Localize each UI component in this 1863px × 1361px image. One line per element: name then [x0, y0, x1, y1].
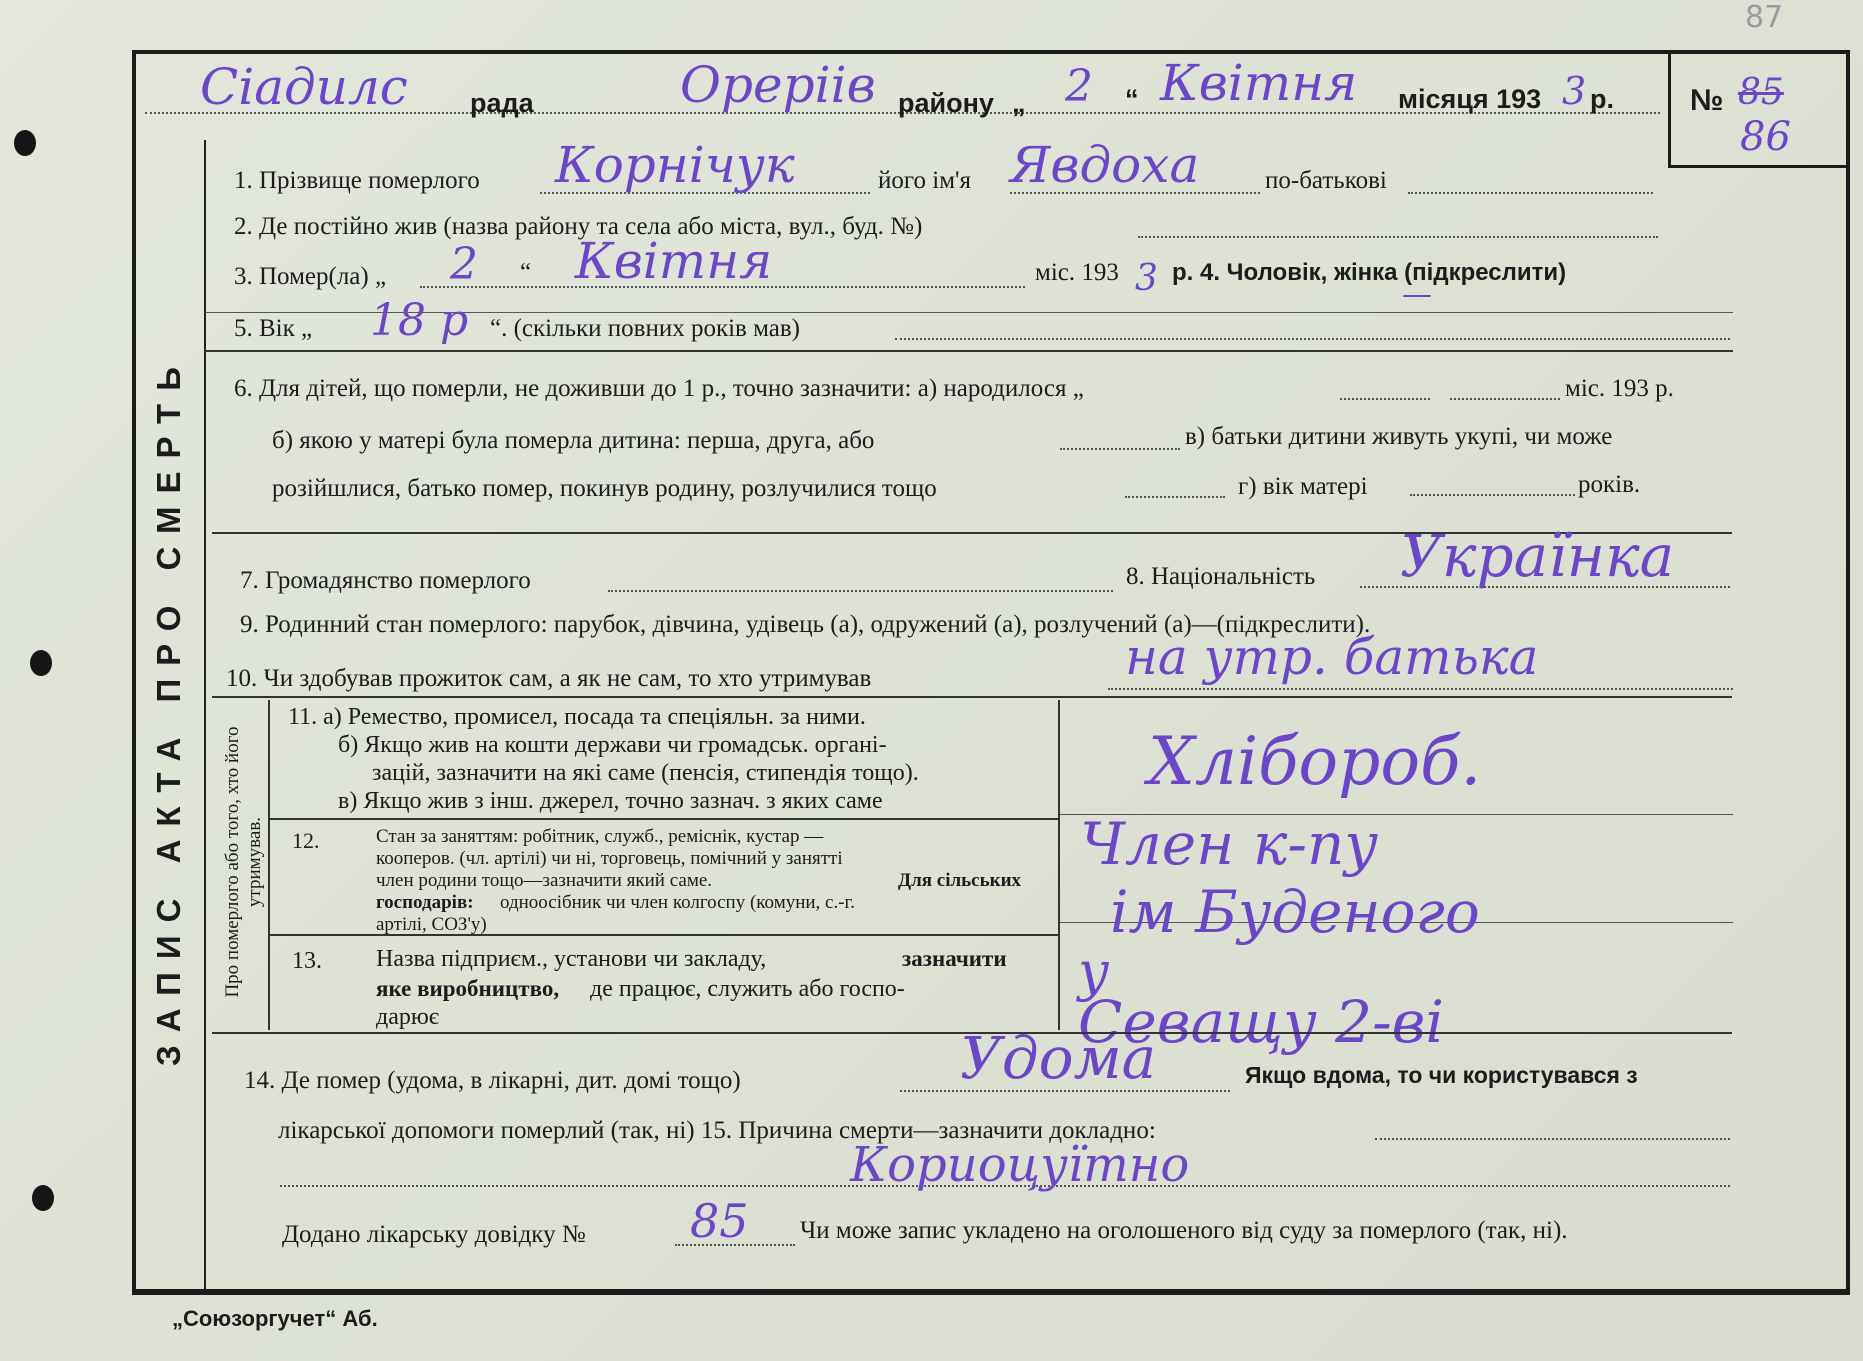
number-handwritten: 86	[1740, 114, 1791, 160]
children-line2a: б) якою у матері була померла дитина: перша, друга, або	[272, 427, 875, 454]
cause-handwritten: Кориоцуїтно	[850, 1137, 1190, 1193]
side-note: Про померлого або того, хто його утримував.	[222, 726, 265, 998]
f13-text2a: яке виробництво,	[376, 976, 560, 1001]
f12-text4a: господарів:	[376, 892, 474, 913]
f12-text1: Стан за заняттям: робітник, служб., реміснік, кустар —	[376, 826, 824, 847]
death-place-continued: Якщо вдома, то чи користувався з	[1245, 1062, 1638, 1088]
name-handwritten: Явдоха	[1010, 136, 1200, 194]
name-label: його ім'я	[878, 167, 972, 194]
death-day-handwritten: 2	[450, 239, 478, 290]
month-handwritten: Квітня	[1160, 54, 1358, 112]
printer-mark: „Союзоргучет“ Аб.	[172, 1306, 378, 1331]
children-line3c: років.	[1578, 471, 1641, 498]
certificate-number-handwritten: 85	[690, 1194, 749, 1248]
raion-label: району	[898, 88, 994, 118]
number-label: №	[1690, 84, 1724, 117]
f12-text2: кооперов. (чл. артілі) чи ні, торговець, помічний у занятті	[376, 848, 843, 869]
f13-text1a: Назва підприєм., установи чи закладу,	[376, 946, 767, 972]
f12-number: 12.	[292, 828, 320, 853]
f13-text2b: де працює, служить або госпо-	[590, 976, 905, 1002]
punch-hole	[14, 130, 36, 156]
year-handwritten: 3	[1562, 69, 1587, 113]
surname-handwritten: Корнічук	[555, 136, 795, 194]
occupation-11c: в) Якщо жив з інш. джерел, точно зазнач. з яких саме	[338, 788, 883, 814]
occupation-11a: 11. а) Ремество, промисел, посада та спеціяльн. за ними.	[288, 704, 866, 730]
rada-label: рада	[470, 88, 534, 118]
vertical-title: ЗАПИС АКТА ПРО СМЕРТЬ	[150, 354, 187, 1066]
age-handwritten: 18 р	[370, 295, 469, 346]
occupation-handwritten-2: Член к-пу	[1080, 810, 1378, 878]
children-line2b: в) батьки дитини живуть укупі, чи може	[1185, 423, 1613, 450]
death-month-handwritten: Квітня	[575, 232, 773, 290]
sex-label: р. 4. Чоловік, жінка (підкреслити)	[1172, 259, 1567, 286]
occupation-handwritten-4a: у	[1078, 940, 1110, 1003]
punch-hole	[32, 1185, 54, 1211]
children-line1-end: міс. 193 р.	[1565, 375, 1674, 402]
cause-label: лікарської допомоги померлий (так, ні) 15. Причина смерти—зазначити докладно:	[278, 1117, 1156, 1144]
support-label: 10. Чи здобував прожиток сам, а як не сам, то хто утримував	[226, 665, 872, 692]
court-label: Чи може запис укладено на оголошеного від суду за померлого (так, ні).	[800, 1217, 1568, 1244]
marital-status-label: 9. Родинний стан померлого: парубок, дівчина, удівець (а), одружений (а), розлучений (а)—(підкреслити).	[240, 611, 1371, 638]
occupation-11b1: б) Якщо жив на кошти держави чи громадськ. органі-	[338, 732, 887, 758]
residence-label: 2. Де постійно жив (назва району та села або міста, вул., буд. №)	[234, 213, 923, 240]
occupation-handwritten-1: Хлібороб.	[1148, 723, 1482, 800]
rada-handwritten: Сіадилс	[200, 58, 408, 116]
death-place-handwritten: Удома	[960, 1024, 1157, 1092]
f13-text1b: зазначити	[902, 946, 1007, 971]
f12-text4b: одноосібник чи член колгоспу (комуни, с.-г.	[500, 892, 855, 913]
patronymic-label: по-батькові	[1265, 167, 1387, 194]
month-label: місяця 193	[1398, 84, 1542, 114]
surname-label: 1. Прізвище померлого	[234, 167, 480, 194]
certificate-label: Додано лікарську довідку №	[282, 1221, 586, 1248]
died-label: 3. Помер(ла) „	[234, 263, 387, 290]
day-handwritten: 2	[1065, 61, 1093, 112]
punch-hole	[30, 650, 52, 676]
number-struck: 85	[1738, 72, 1784, 113]
death-year-handwritten: 3	[1135, 258, 1158, 299]
support-handwritten: на утр. батька	[1125, 628, 1539, 686]
raion-handwritten: Ореріів	[680, 56, 876, 114]
f12-text5: артілі, СОЗ'у)	[376, 914, 487, 935]
occupation-11b2: зацій, зазначити на які саме (пенсія, стипендія тощо).	[372, 760, 919, 786]
nationality-label: 8. Національність	[1126, 563, 1316, 590]
children-line3a: розійшлися, батько помер, покинув родину, розлучилися тощо	[272, 475, 937, 502]
f13-number: 13.	[292, 948, 322, 974]
death-place-label: 14. Де помер (удома, в лікарні, дит. домі тощо)	[244, 1067, 741, 1094]
f13-text3: дарює	[376, 1004, 440, 1030]
f12-text3b: Для сільських	[898, 870, 1022, 891]
occupation-handwritten-4b: Севащу 2-ві	[1078, 988, 1444, 1056]
corner-stamp: 87	[1745, 0, 1784, 35]
children-line1: 6. Для дітей, що померли, не доживши до 1 р., точно зазначити: а) народилося „	[234, 375, 1084, 402]
children-line3b: г) вік матері	[1238, 473, 1368, 500]
document-page: 87 ЗАПИС АКТА ПРО СМЕРТЬ Сіадилс рада Ореріів району „ 2 “ Квітня місяця 193 3 р. № 85 86 1. Прізвище померлого Корнічук його ім'я Явдоха по-батькові 2. Де постійно жив (назва району та села або міста, вул., буд. №) 3. Помер(ла) „ 2 “ Квітня міс. 193 3 р. 4. Чоловік, жінка (підкреслити) — 5. Вік „ 18 р “. (скільки повних років мав) 6. Для дітей, що померли, не доживши до 1 р., точно зазначити: а) народилося „ міс. 193 р. б) якою у матері була померла дитина: перша, друга, або в) батьки дитини живуть укупі, чи може розійшлися, батько помер, покинув родину, розлучилися тощо г) вік матері років. 7. Громадянство померлого 8. Національність Українка 9. Родинний стан померлого: парубок, дівчина, удівець (а), одружений (а), розлучений (а)—(підкреслити). 10. Чи здобував прожиток сам, а як не сам, то хто утримував на утр. батька Про померлого або того, хто його утримував. 11. а) Ремество, промисел, посада та спеціяльн. за ними. б) Якщо жив на кошти держави чи громадськ. органі- зацій, зазначити на які саме (пенсія, стипендія тощо). в) Якщо жив з інш. джерел, точно зазнач. з яких саме 12. Стан за заняттям: робітник, служб., реміснік, кустар — кооперов. (чл. артілі) чи ні, торговець, помічний у занятті член родини тощо—зазначити який саме. Для сільських господарів: одноосібник чи член колгоспу (комуни, с.-г. артілі, СОЗ'у) 13. Назва підприєм., установи чи закладу, зазначити яке виробництво, де працює, служить або госпо- дарює Хлібороб. Член к-пу ім Буденого у Севащу 2-ві 14. Де помер (удома, в лікарні, дит. домі тощо) Удома Якщо вдома, то чи користувався з лікарської допомоги померлий (так, ні) 15. Причина смерти—зазначити докладно: Кориоцуїтно Додано лікарську довідку № 85 Чи може запис укладено на оголошеного від суду за померлого (так, ні). „Союзоргучет“ Аб.	[0, 0, 1863, 1361]
death-year-label: міс. 193	[1035, 259, 1119, 286]
f12-text3a: член родини тощо—зазначити який саме.	[376, 870, 713, 891]
occupation-handwritten-3: ім Буденого	[1110, 878, 1480, 946]
age-suffix: “. (скільки повних років мав)	[490, 315, 800, 342]
citizenship-label: 7. Громадянство померлого	[240, 567, 531, 594]
age-label: 5. Вік „	[234, 315, 313, 342]
nationality-handwritten: Українка	[1400, 522, 1675, 590]
